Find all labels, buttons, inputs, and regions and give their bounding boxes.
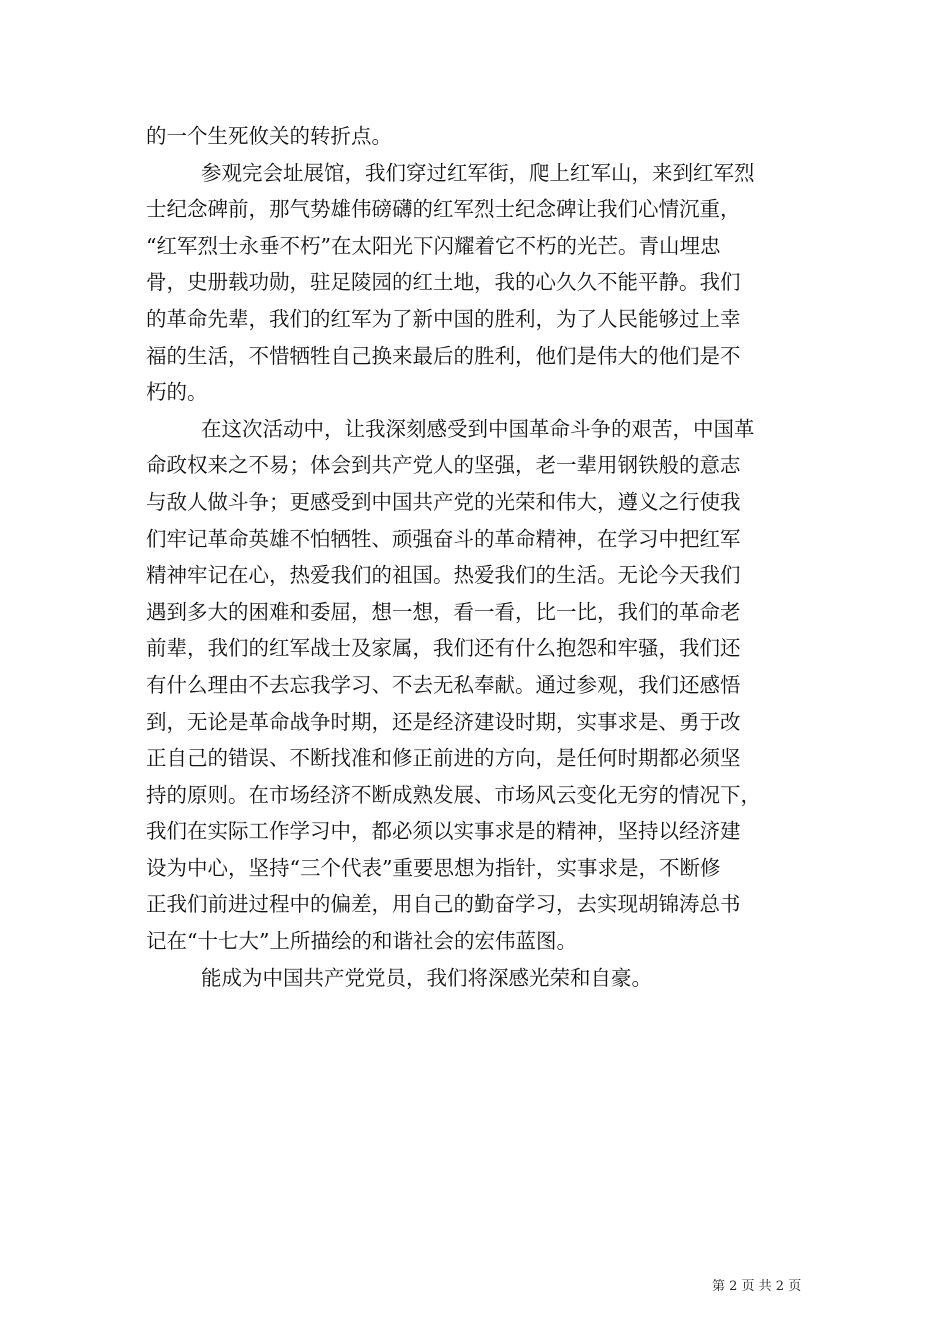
paragraph-2 <box>146 155 808 411</box>
paragraph-line: 记在“十七大”上所描绘的和谐社会的宏伟蓝图。 <box>146 929 577 954</box>
paragraph-4 <box>146 960 808 997</box>
paragraph-line: 福的生活，不惜牺牲自己换来最后的胜利，他们是伟大的他们是不 <box>146 343 741 368</box>
paragraph-line: 正自己的错误、不断找准和修正前进的方向，是任何时期都必须坚 <box>146 746 741 771</box>
paragraph-line: 朽的。 <box>146 380 208 405</box>
paragraph-3 <box>146 411 808 960</box>
paragraph-line: 精神牢记在心，热爱我们的祖国。热爱我们的生活。无论今天我们 <box>146 563 741 588</box>
paragraph-line: 有什么理由不去忘我学习、不去无私奉献。通过参观，我们还感悟 <box>146 672 741 697</box>
paragraph-line: 的革命先辈，我们的红军为了新中国的胜利，为了人民能够过上幸 <box>146 306 741 331</box>
paragraph-line: 遇到多大的困难和委屈，想一想，看一看，比一比，我们的革命老 <box>146 599 741 624</box>
paragraph-line: 我们在实际工作学习中，都必须以实事求是的精神，坚持以经济建 <box>146 819 741 844</box>
paragraph-line: 们牢记革命英雄不怕牺牲、顽强奋斗的革命精神，在学习中把红军 <box>146 526 741 551</box>
paragraph-line: 持的原则。在市场经济不断成熟发展、市场风云变化无穷的情况下， <box>146 782 761 807</box>
paragraph-line: 的一个生死攸关的转折点。 <box>146 124 392 148</box>
paragraph-1 <box>146 118 808 155</box>
paragraph-line: 士纪念碑前，那气势雄伟磅礴的红军烈士纪念碑让我们心情沉重， <box>146 197 741 222</box>
paragraph-line: 正我们前进过程中的偏差，用自己的勤奋学习，去实现胡锦涛总书 <box>146 892 741 917</box>
paragraph-line: 能成为中国共产党党员，我们将深感光荣和自豪。 <box>201 965 652 990</box>
paragraph-line: 设为中心，坚持“三个代表”重要思想为指针，实事求是，不断修 <box>146 855 721 880</box>
paragraph-line: 骨，史册载功勋，驻足陵园的红土地，我的心久久不能平静。我们 <box>146 270 741 295</box>
paragraph-line: “红军烈士永垂不朽”在太阳光下闪耀着它不朽的光芒。青山埋忠 <box>146 233 721 258</box>
paragraph-line: 到，无论是革命战争时期，还是经济建设时期，实事求是、勇于改 <box>146 709 741 734</box>
paragraph-line: 前辈，我们的红军战士及家属，我们还有什么抱怨和牢骚，我们还 <box>146 636 741 661</box>
paragraph-line: 命政权来之不易；体会到共产党人的坚强，老一辈用钢铁般的意志 <box>146 453 741 478</box>
document-body <box>146 118 808 996</box>
paragraph-line: 与敌人做斗争；更感受到中国共产党的光荣和伟大，遵义之行使我 <box>146 489 741 514</box>
paragraph-line: 参观完会址展馆，我们穿过红军街，爬上红军山，来到红军烈 <box>201 160 755 185</box>
paragraph-line: 在这次活动中，让我深刻感受到中国革命斗争的艰苦，中国革 <box>201 416 755 441</box>
page-number-footer: 第 2 页 共 2 页 <box>712 1279 802 1294</box>
